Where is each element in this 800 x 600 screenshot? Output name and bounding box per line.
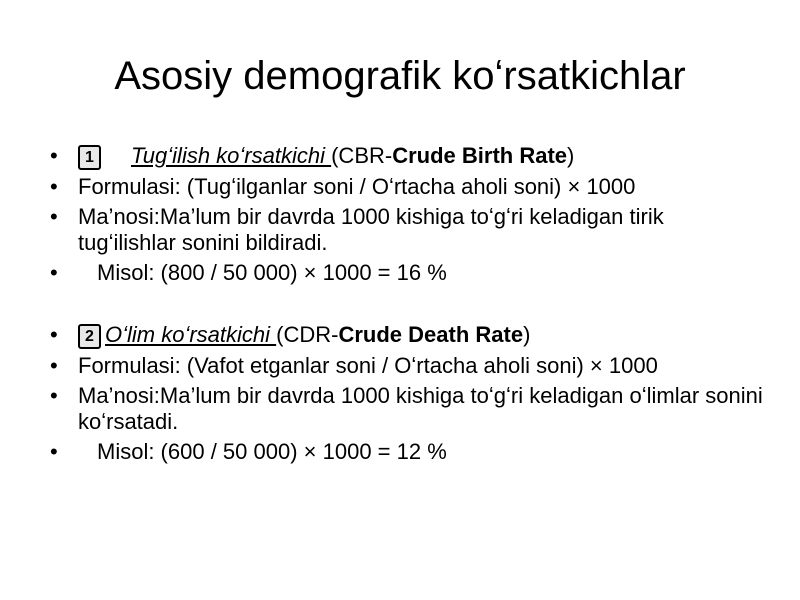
bullet-list bbox=[46, 143, 766, 469]
term-birth-rate: Tugʻilish koʻrsatkichi bbox=[131, 143, 332, 168]
number-one-icon: 1 bbox=[78, 145, 101, 170]
bullet-text: Misol: (600 / 50 000) × 1000 = 12 % bbox=[97, 439, 447, 464]
bullet-text: Ma’nosi:Ma’lum bir davrda 1000 kishiga toʻgʻri keladigan oʻlimlar sonini koʻrsatadi. bbox=[78, 383, 763, 434]
bullet-death-rate-heading bbox=[46, 322, 766, 349]
bullet-text bbox=[78, 322, 530, 347]
bullet-birth-rate-heading bbox=[46, 143, 766, 170]
abbr-bold: Crude Death Rate bbox=[338, 322, 524, 347]
bullet-text: Formulasi: (Tugʻilganlar soni / Oʻrtacha aholi soni) × 1000 bbox=[78, 174, 636, 199]
bullet-death-meaning bbox=[46, 383, 766, 435]
abbr-close: ) bbox=[567, 143, 575, 168]
bullet-death-formula bbox=[46, 353, 766, 379]
abbr-close: ) bbox=[523, 322, 531, 347]
term-death-rate: Oʻlim koʻrsatkichi bbox=[105, 322, 277, 347]
bullet-text: Ma’nosi:Ma’lum bir davrda 1000 kishiga toʻgʻri keladigan tirik tugʻilishlar sonini bildiradi. bbox=[78, 204, 664, 255]
bullet-birth-formula bbox=[46, 174, 766, 200]
bullet-text: Misol: (800 / 50 000) × 1000 = 16 % bbox=[97, 260, 447, 285]
bullet-text bbox=[78, 143, 574, 168]
abbr-open: (CBR- bbox=[331, 143, 393, 168]
bullet-birth-example bbox=[46, 260, 766, 286]
abbr-bold: Crude Birth Rate bbox=[392, 143, 568, 168]
bullet-text: Formulasi: (Vafot etganlar soni / Oʻrtacha aholi soni) × 1000 bbox=[78, 353, 658, 378]
abbr-open: (CDR- bbox=[276, 322, 339, 347]
slide-title: Asosiy demografik koʻrsatkichlar bbox=[114, 54, 686, 98]
bullet-birth-meaning bbox=[46, 204, 766, 256]
bullet-death-example bbox=[46, 439, 766, 465]
number-two-icon: 2 bbox=[78, 324, 101, 349]
